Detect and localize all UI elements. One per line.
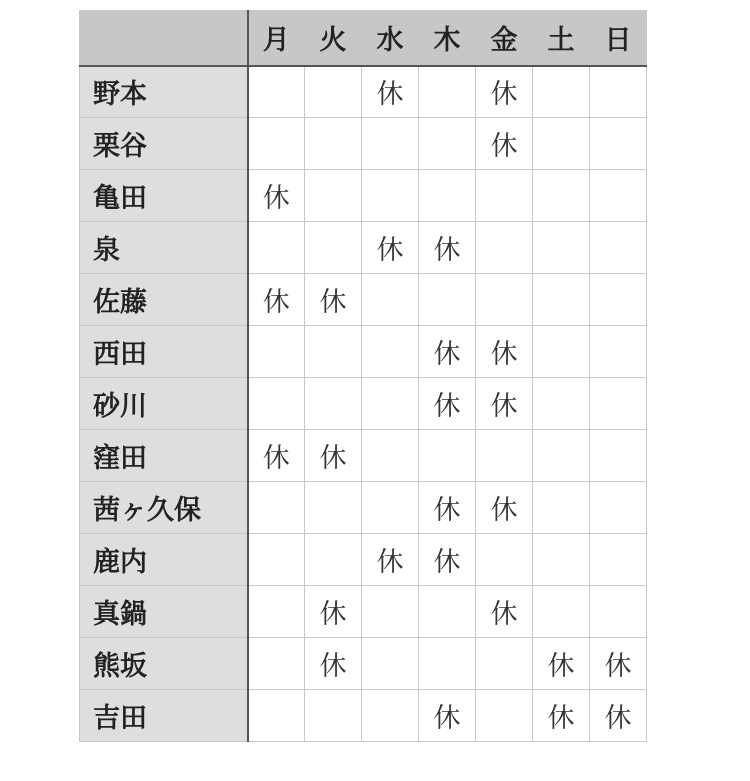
corner-cell [80, 11, 248, 66]
day-header-tue: 火 [305, 11, 362, 66]
employee-name: 栗谷 [80, 118, 248, 170]
day-off-cell [248, 586, 305, 638]
header-row [80, 11, 647, 66]
day-header-sat: 土 [533, 11, 590, 66]
day-off-cell [533, 170, 590, 222]
day-off-cell [590, 430, 647, 482]
day-off-cell [419, 638, 476, 690]
employee-name: 真鍋 [80, 586, 248, 638]
day-off-cell [476, 430, 533, 482]
day-off-cell [590, 534, 647, 586]
day-off-cell [476, 638, 533, 690]
table-row [80, 638, 647, 690]
day-off-cell [362, 430, 419, 482]
day-off-cell [533, 66, 590, 118]
day-off-cell [362, 690, 419, 742]
day-off-cell [533, 326, 590, 378]
day-off-cell: 休 [476, 118, 533, 170]
day-off-cell [362, 118, 419, 170]
day-off-cell [419, 118, 476, 170]
day-off-cell [590, 378, 647, 430]
day-off-cell: 休 [533, 638, 590, 690]
day-off-cell: 休 [362, 534, 419, 586]
employee-name: 鹿内 [80, 534, 248, 586]
day-off-cell [590, 222, 647, 274]
day-off-cell [248, 690, 305, 742]
day-off-cell [362, 638, 419, 690]
day-off-cell: 休 [362, 222, 419, 274]
day-off-cell [533, 430, 590, 482]
day-off-cell [533, 534, 590, 586]
day-header-wed: 水 [362, 11, 419, 66]
day-off-cell [590, 274, 647, 326]
table-row [80, 222, 647, 274]
day-off-cell: 休 [419, 222, 476, 274]
day-off-cell: 休 [305, 430, 362, 482]
table-row [80, 482, 647, 534]
day-off-cell [305, 326, 362, 378]
day-off-cell: 休 [476, 586, 533, 638]
day-off-cell: 休 [248, 170, 305, 222]
day-off-cell [305, 66, 362, 118]
day-off-cell [476, 222, 533, 274]
day-off-cell: 休 [419, 534, 476, 586]
employee-name: 佐藤 [80, 274, 248, 326]
day-off-cell [533, 118, 590, 170]
day-off-cell [248, 378, 305, 430]
table-row [80, 430, 647, 482]
day-off-cell [476, 274, 533, 326]
table-row [80, 378, 647, 430]
employee-name: 亀田 [80, 170, 248, 222]
employee-name: 茜ヶ久保 [80, 482, 248, 534]
day-header-sun: 日 [590, 11, 647, 66]
table-row [80, 534, 647, 586]
day-off-cell: 休 [476, 326, 533, 378]
day-off-cell [533, 222, 590, 274]
employee-name: 砂川 [80, 378, 248, 430]
day-off-cell: 休 [590, 638, 647, 690]
day-off-cell [362, 586, 419, 638]
day-header-thu: 木 [419, 11, 476, 66]
day-off-cell [305, 378, 362, 430]
employee-name: 熊坂 [80, 638, 248, 690]
day-off-cell [419, 430, 476, 482]
day-off-cell [248, 482, 305, 534]
day-off-cell [248, 326, 305, 378]
day-off-cell [533, 482, 590, 534]
day-off-cell [362, 326, 419, 378]
day-off-cell [362, 482, 419, 534]
day-off-cell: 休 [476, 482, 533, 534]
day-off-cell: 休 [419, 326, 476, 378]
day-off-cell [533, 274, 590, 326]
day-off-cell: 休 [305, 586, 362, 638]
day-off-cell: 休 [362, 66, 419, 118]
day-off-cell [248, 638, 305, 690]
table-row [80, 274, 647, 326]
table-row [80, 586, 647, 638]
day-off-cell [305, 170, 362, 222]
employee-name: 泉 [80, 222, 248, 274]
day-off-cell: 休 [248, 430, 305, 482]
day-off-cell: 休 [419, 378, 476, 430]
table-row [80, 170, 647, 222]
day-off-cell [362, 378, 419, 430]
day-off-cell [419, 66, 476, 118]
day-off-cell [533, 586, 590, 638]
day-off-cell [305, 534, 362, 586]
day-off-cell [362, 170, 419, 222]
day-off-cell [362, 274, 419, 326]
day-off-cell [248, 66, 305, 118]
employee-name: 吉田 [80, 690, 248, 742]
day-off-cell [533, 378, 590, 430]
day-off-cell [248, 534, 305, 586]
day-off-cell [476, 534, 533, 586]
day-off-cell [590, 326, 647, 378]
day-off-cell [305, 118, 362, 170]
day-off-cell [476, 690, 533, 742]
day-off-cell: 休 [419, 482, 476, 534]
table-row [80, 690, 647, 742]
day-off-cell: 休 [590, 690, 647, 742]
day-off-cell [305, 222, 362, 274]
day-header-fri: 金 [476, 11, 533, 66]
day-off-cell [248, 118, 305, 170]
day-off-cell [305, 690, 362, 742]
day-off-cell [305, 482, 362, 534]
day-off-cell: 休 [248, 274, 305, 326]
table-row [80, 326, 647, 378]
day-off-cell: 休 [533, 690, 590, 742]
shift-schedule-table [79, 10, 647, 742]
table-row [80, 118, 647, 170]
employee-name: 窪田 [80, 430, 248, 482]
day-off-cell [590, 170, 647, 222]
employee-name: 野本 [80, 66, 248, 118]
day-header-mon: 月 [248, 11, 305, 66]
employee-name: 西田 [80, 326, 248, 378]
day-off-cell: 休 [305, 638, 362, 690]
day-off-cell [419, 170, 476, 222]
day-off-cell [590, 586, 647, 638]
day-off-cell [590, 482, 647, 534]
day-off-cell [590, 66, 647, 118]
day-off-cell [590, 118, 647, 170]
day-off-cell: 休 [476, 378, 533, 430]
day-off-cell: 休 [476, 66, 533, 118]
day-off-cell [248, 222, 305, 274]
day-off-cell [419, 274, 476, 326]
day-off-cell: 休 [419, 690, 476, 742]
day-off-cell [476, 170, 533, 222]
day-off-cell: 休 [305, 274, 362, 326]
day-off-cell [419, 586, 476, 638]
table-row [80, 66, 647, 118]
